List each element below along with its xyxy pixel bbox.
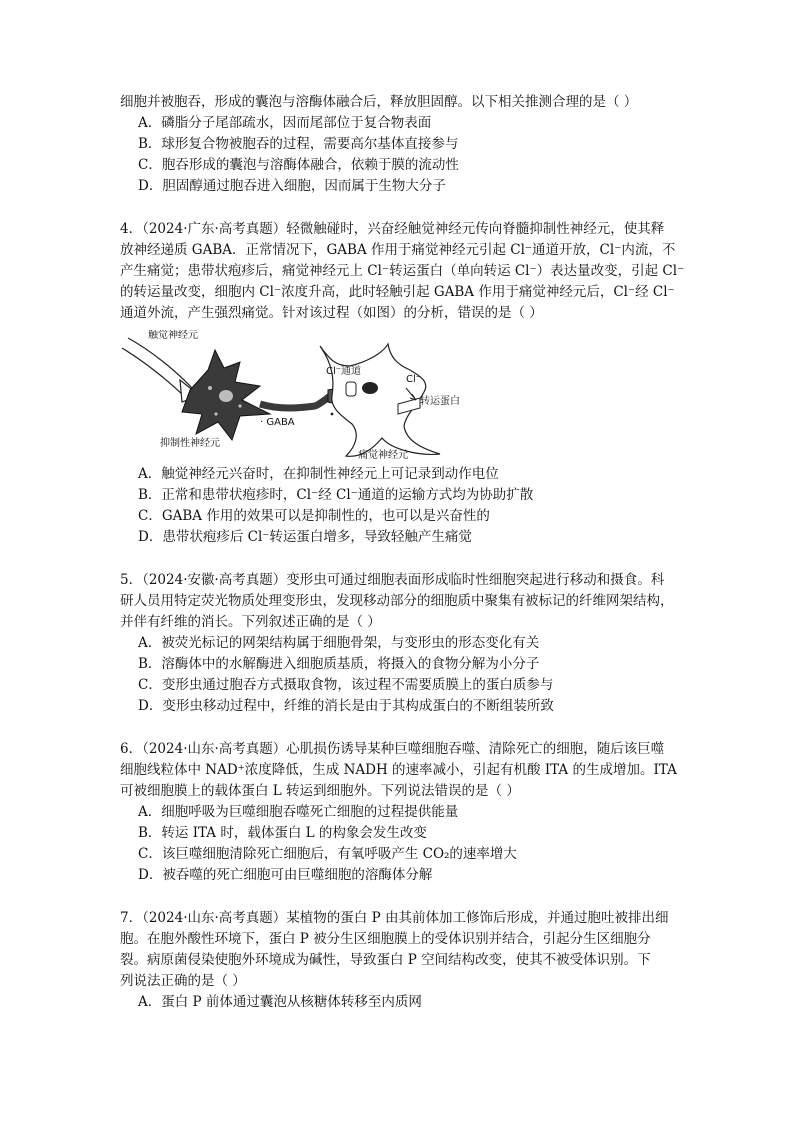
q4-stem-line-1: 4．（2024·广东·高考真题）轻微触碰时，兴奋经触觉神经元传向脊髓抑制性神经元，使其释 <box>120 221 665 237</box>
q4-option-d: D．患带状疱疹后 Cl⁻转运蛋白增多，导致轻触产生痛觉 <box>138 529 472 545</box>
q6-option-b: B．转运 ITA 时，载体蛋白 L 的构象会发生改变 <box>138 825 427 841</box>
q5-option-d: D．变形虫移动过程中，纤维的消长是由于其构成蛋白的不断组装所致 <box>138 698 554 714</box>
question-7 <box>120 908 680 1013</box>
q5-option-c: C．变形虫通过胞吞方式摄取食物，该过程不需要质膜上的蛋白质参与 <box>138 677 554 693</box>
q6-stem-line-2: 细胞线粒体中 NAD⁺浓度降低，生成 NADH 的速率减小，引起有机酸 ITA 的生成增加。ITA <box>120 762 677 778</box>
question-6 <box>120 739 680 886</box>
q7-stem-line-4: 列说法正确的是（ ） <box>120 973 246 989</box>
question-3-continuation <box>120 92 680 197</box>
exam-page <box>120 92 685 1013</box>
touch-neuron-arrow <box>122 338 200 402</box>
q3-option-c: C．胞吞形成的囊泡与溶酶体融合，依赖于膜的流动性 <box>138 157 459 173</box>
q5-stem-line-1: 5．（2024·安徽·高考真题）变形虫可通过细胞表面形成临时性细胞突起进行移动和摄食。科 <box>120 572 665 588</box>
question-3-stem: 细胞并被胞吞，形成的囊泡与溶酶体融合后，释放胆固醇。以下相关推测合理的是（ ） <box>120 94 638 110</box>
q5-option-b: B．溶酶体中的水解酶进入细胞质基质，将摄入的食物分解为小分子 <box>138 656 540 672</box>
q5-stem-line-2: 研人员用特定荧光物质处理变形虫，发现移动部分的细胞质中聚集有被标记的纤维网架结构， <box>120 593 674 609</box>
q5-option-a: A．被荧光标记的网架结构属于细胞骨架，与变形虫的形态变化有关 <box>138 635 540 651</box>
q7-stem-line-2: 胞。在胞外酸性环境下，蛋白 P 被分生区细胞膜上的受体识别并结合，引起分生区细胞分 <box>120 931 651 947</box>
q4-stem-line-5: 通道外流，产生强烈痛觉。针对该过程（如图）的分析，错误的是（ ） <box>120 305 543 321</box>
label-cl-ion: Cl⁻ <box>406 374 422 385</box>
q7-stem-line-1: 7．（2024·山东·高考真题）某植物的蛋白 P 由其前体加工修饰后形成，并通过胞吐被排出细 <box>120 910 669 926</box>
q4-stem-line-2: 放神经递质 GABA．正常情况下，GABA 作用于痛觉神经元引起 Cl⁻通道开放，Cl⁻内流，不 <box>120 242 676 258</box>
q5-stem-line-3: 并伴有纤维的消长。下列叙述正确的是（ ） <box>120 614 381 630</box>
q4-option-b: B．正常和患带状疱疹时，Cl⁻经 Cl⁻通道的运输方式均为协助扩散 <box>138 487 534 503</box>
question-5 <box>120 570 680 717</box>
label-cl-channel: Cl⁻通道 <box>326 366 362 377</box>
label-pain-neuron: 痛觉神经元 <box>358 450 408 460</box>
q7-stem-line-3: 裂。病原菌侵染使胞外环境成为碱性，导致蛋白 P 空间结构改变，使其不被受体识别。下 <box>120 952 651 968</box>
q6-option-d: D．被吞噬的死亡细胞可由巨噬细胞的溶酶体分解 <box>138 867 433 883</box>
q6-option-a: A．细胞呼吸为巨噬细胞吞噬死亡细胞的过程提供能量 <box>138 804 459 820</box>
neuron-figure <box>120 330 500 460</box>
q3-option-b: B．球形复合物被胞吞的过程，需要高尔基体直接参与 <box>138 136 459 152</box>
q4-stem-line-4: 的转运量改变，细胞内 Cl⁻浓度升高，此时轻触引起 GABA 作用于痛觉神经元后，Cl⁻经 Cl⁻ <box>120 284 675 300</box>
q4-stem-line-3: 产生痛觉；患带状疱疹后，痛觉神经元上 Cl⁻转运蛋白（单向转运 Cl⁻）表达量改变，引起 Cl⁻ <box>120 263 685 279</box>
q3-option-d: D．胆固醇通过胞吞进入细胞，因而属于生物大分子 <box>138 178 446 194</box>
question-4 <box>120 219 685 548</box>
q7-option-a: A．蛋白 P 前体通过囊泡从核糖体转移至内质网 <box>138 994 422 1010</box>
q6-stem-line-3: 可被细胞膜上的载体蛋白 L 转运到细胞外。下列说法错误的是（ ） <box>120 783 520 799</box>
q6-option-c: C．该巨噬细胞清除死亡细胞后，有氧呼吸产生 CO₂的速率增大 <box>138 846 517 862</box>
label-touch-neuron: 触觉神经元 <box>148 330 198 341</box>
q4-option-a: A．触觉神经元兴奋时，在抑制性神经元上可记录到动作电位 <box>138 466 499 482</box>
label-inhibitory-neuron: 抑制性神经元 <box>160 438 220 449</box>
label-transporter: 转运蛋白 <box>420 396 460 407</box>
label-gaba: · GABA <box>260 417 295 428</box>
q6-stem-line-1: 6．（2024·山东·高考真题）心肌损伤诱导某种巨噬细胞吞噬、清除死亡的细胞，随后该巨噬 <box>120 741 665 757</box>
q3-option-a: A．磷脂分子尾部疏水，因而尾部位于复合物表面 <box>138 115 432 131</box>
q4-option-c: C．GABA 作用的效果可以是抑制性的，也可以是兴奋性的 <box>138 508 490 524</box>
